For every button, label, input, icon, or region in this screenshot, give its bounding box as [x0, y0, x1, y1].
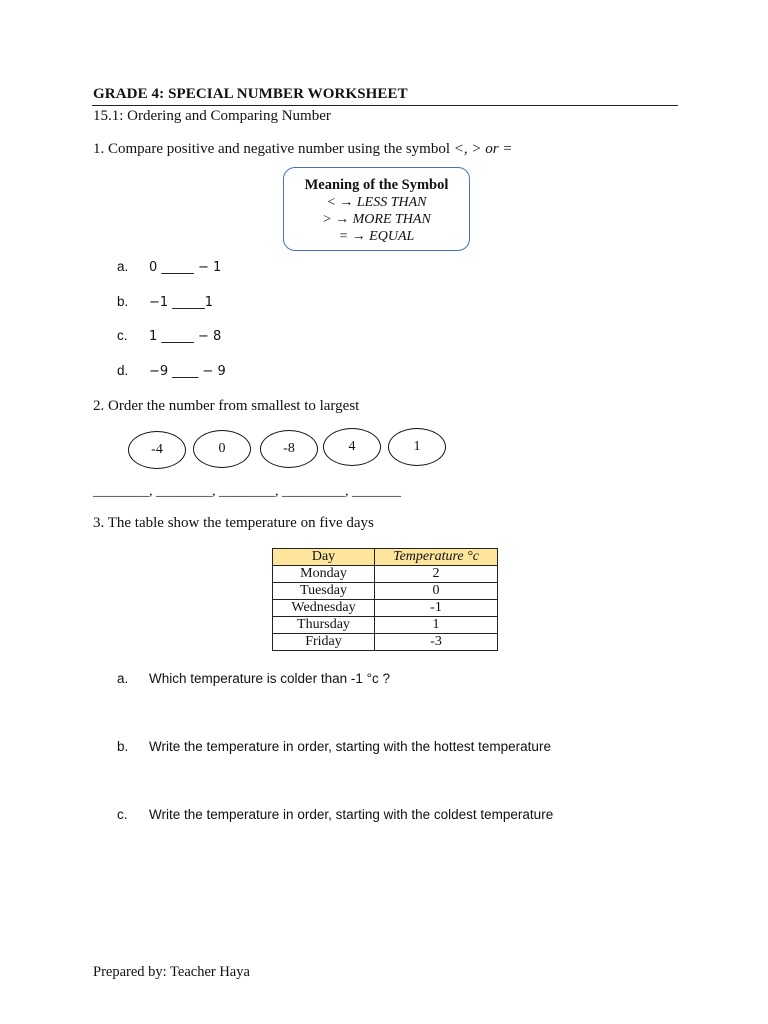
question-1a [117, 259, 221, 275]
item-expression: −1 _____1 [149, 295, 214, 310]
day-cell: Friday [273, 634, 375, 651]
worksheet-subtitle: 15.1: Ordering and Comparing Number [93, 108, 331, 124]
number-oval: 0 [193, 430, 251, 468]
worksheet-title: GRADE 4: SPECIAL NUMBER WORKSHEET [93, 86, 408, 102]
column-header-day: Day [273, 549, 375, 566]
item-expression: −9 ____ − 9 [149, 364, 226, 379]
symbol-meaning-box [283, 167, 470, 251]
day-cell: Thursday [273, 617, 375, 634]
question-3c [117, 807, 553, 822]
table-row [273, 634, 498, 651]
item-label: d. [117, 363, 129, 378]
question-1b [117, 294, 213, 310]
title-divider [92, 105, 678, 106]
table-row [273, 566, 498, 583]
item-text: Write the temperature in order, starting with the coldest temperature [149, 807, 554, 822]
day-cell: Tuesday [273, 583, 375, 600]
item-label: a. [117, 259, 129, 274]
temperature-cell: 2 [375, 566, 498, 583]
temperature-cell: 1 [375, 617, 498, 634]
symbol-box-heading: Meaning of the Symbol [304, 177, 449, 193]
temperature-cell: -3 [375, 634, 498, 651]
temperature-cell: 0 [375, 583, 498, 600]
symbol-equal: = → EQUAL [338, 229, 415, 244]
question-1-prompt [93, 141, 513, 158]
number-oval: 1 [388, 428, 446, 466]
day-cell: Wednesday [273, 600, 375, 617]
temperature-table [272, 548, 498, 651]
item-label: b. [117, 294, 129, 309]
item-expression: 0 _____ − 1 [149, 260, 222, 275]
question-3-prompt: 3. The table show the temperature on five days [93, 515, 374, 531]
question-2-prompt: 2. Order the number from smallest to largest [93, 398, 360, 414]
question-1d [117, 363, 226, 379]
table-header-row [273, 549, 498, 566]
symbol-more-than: > → MORE THAN [322, 212, 431, 227]
question-1-symbols: <, > or = [453, 141, 513, 157]
item-label: b. [117, 739, 129, 754]
prepared-by-footer: Prepared by: Teacher Haya [93, 964, 250, 980]
item-text: Which temperature is colder than -1 °c ? [149, 671, 391, 686]
question-1-text: 1. Compare positive and negative number using the symbol [93, 141, 454, 157]
question-3a [117, 671, 390, 686]
item-label: c. [117, 328, 128, 343]
table-row [273, 583, 498, 600]
question-1c [117, 328, 221, 344]
number-oval: -8 [260, 430, 318, 468]
number-oval: -4 [128, 431, 186, 469]
column-header-temperature: Temperature °c [375, 549, 498, 566]
question-3b [117, 739, 551, 754]
item-expression: 1 _____ − 8 [149, 329, 222, 344]
temperature-cell: -1 [375, 600, 498, 617]
day-cell: Monday [273, 566, 375, 583]
answer-blanks: ________, ________, ________, _________, _______ [93, 484, 401, 499]
table-row [273, 617, 498, 634]
item-label: c. [117, 807, 128, 822]
item-text: Write the temperature in order, starting with the hottest temperature [149, 739, 551, 754]
number-oval: 4 [323, 428, 381, 466]
table-row [273, 600, 498, 617]
item-label: a. [117, 671, 129, 686]
symbol-less-than: < → LESS THAN [326, 195, 427, 210]
